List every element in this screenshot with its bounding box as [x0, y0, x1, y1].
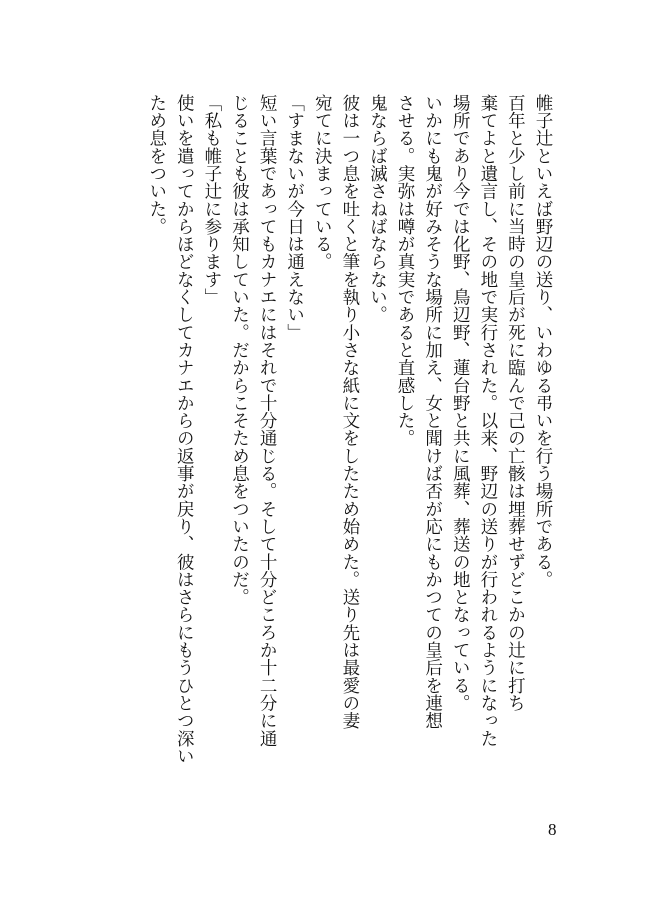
text-line: 棄てよと遺言し、その地で実行された。以来、野辺の送りが行われるようになった	[477, 94, 498, 748]
text-line: ため息をついた。	[146, 94, 167, 236]
text-line: させる。実弥は噂が真実であると直感した。	[395, 94, 416, 447]
text-line: 帷子辻といえば野辺の送り、いわゆる弔いを行う場所である。	[533, 94, 553, 589]
vertical-text-body	[116, 94, 556, 794]
text-line: 短い言葉であってもカナエにはそれで十分通じる。そして十分どころか十二分に通	[257, 94, 278, 748]
text-line: 場所であり今では化野、鳥辺野、蓮台野と共に風葬、葬送の地となっている。	[450, 94, 471, 712]
text-line: 鬼ならば滅さねばならない。	[367, 94, 388, 324]
text-line: いかにも鬼が好みそうな場所に加え、女と聞けば否が応にもかつての皇后を連想	[422, 94, 443, 730]
text-line: 「すまないが今日は通えない」	[284, 94, 305, 342]
text-line: 使いを遣ってからほどなくしてカナエからの返事が戻り、彼はさらにもうひとつ深い	[174, 94, 195, 765]
text-line: 百年と少し前に当時の皇后が死に臨んで己の亡骸は埋葬せずどこかの辻に打ち	[505, 94, 526, 712]
text-line: 宛てに決まっている。	[312, 94, 333, 271]
text-line: 彼は一つ息を吐くと筆を執り小さな紙に文をしたため始めた。送り先は最愛の妻	[339, 94, 360, 730]
text-line: じることも彼は承知していた。だからこそため息をついたのだ。	[229, 94, 250, 606]
page-number: 8	[548, 820, 557, 839]
text-line: 「私も帷子辻に参ります」	[201, 94, 222, 306]
